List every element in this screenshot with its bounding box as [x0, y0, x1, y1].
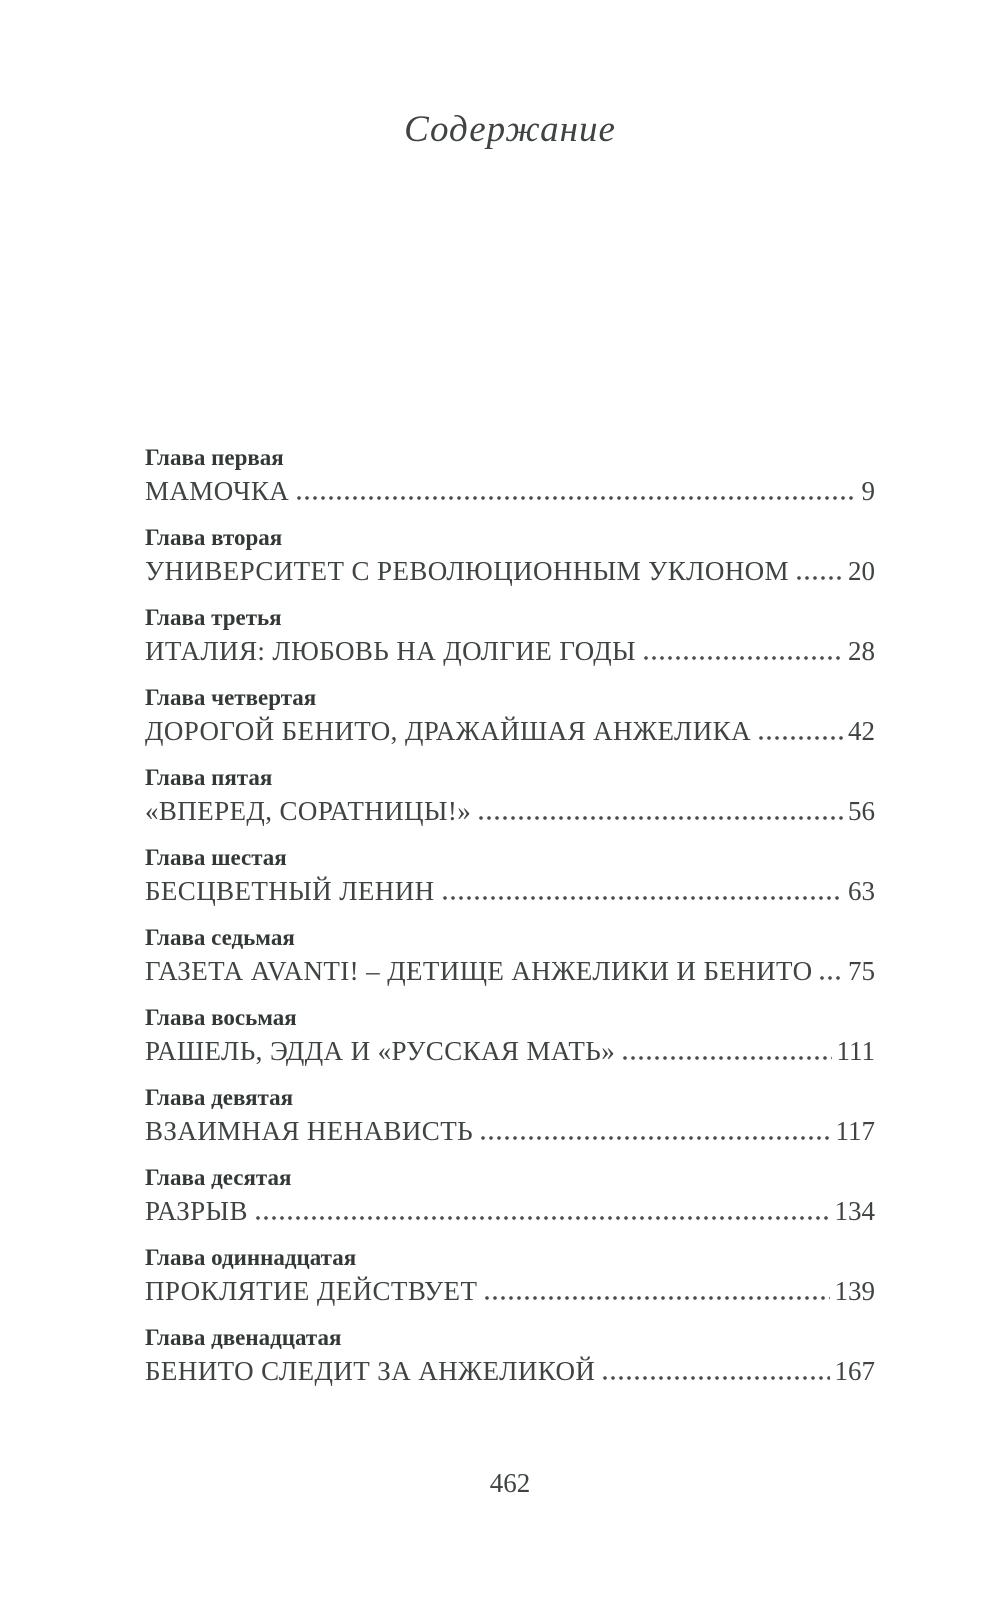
- chapter-title: ВЗАИМНАЯ НЕНАВИСТЬ: [145, 1116, 473, 1146]
- toc-entry-line: [145, 473, 875, 509]
- chapter-page-number: 139: [834, 1276, 875, 1306]
- chapter-title: БЕСЦВЕТНЫЙ ЛЕНИН: [145, 876, 435, 906]
- dot-leader: [477, 813, 843, 823]
- dot-leader: [818, 973, 843, 983]
- chapter-page-number: 117: [835, 1116, 875, 1146]
- chapter-page-number: 167: [834, 1356, 875, 1386]
- toc-entry: [145, 843, 875, 909]
- chapter-label: Глава пятая: [145, 765, 273, 790]
- toc-entry: [145, 683, 875, 749]
- chapter-label: Глава восьмая: [145, 1005, 297, 1030]
- chapter-label: Глава десятая: [145, 1165, 292, 1190]
- dot-leader: [757, 733, 843, 743]
- dot-leader: [795, 573, 843, 583]
- chapter-label: Глава четвертая: [145, 685, 317, 710]
- toc-entry: [145, 923, 875, 989]
- chapter-title: РАЗРЫВ: [145, 1196, 248, 1226]
- chapter-page-number: 28: [848, 636, 875, 666]
- chapter-page-number: 42: [848, 716, 875, 746]
- chapter-title: «ВПЕРЕД, СОРАТНИЦЫ!»: [145, 796, 472, 826]
- chapter-label: Глава одиннадцатая: [145, 1245, 357, 1270]
- toc-entry-line: [145, 633, 875, 669]
- dot-leader: [642, 653, 843, 663]
- toc-entry-line: [145, 1033, 875, 1069]
- dot-leader: [479, 1133, 831, 1143]
- chapter-title: ГАЗЕТА AVANTI! – ДЕТИЩЕ АНЖЕЛИКИ И БЕНИТО: [145, 956, 813, 986]
- toc-entry-line: [145, 713, 875, 749]
- chapter-label: Глава шестая: [145, 845, 287, 870]
- toc-entry-line: [145, 873, 875, 909]
- chapter-page-number: 111: [836, 1036, 875, 1066]
- chapter-page-number: 20: [848, 556, 875, 586]
- toc-entry-line: [145, 1273, 875, 1309]
- chapter-page-number: 56: [848, 796, 875, 826]
- chapter-title: МАМОЧКА: [145, 476, 290, 506]
- toc-entry-line: [145, 1353, 875, 1389]
- chapter-title: ИТАЛИЯ: ЛЮБОВЬ НА ДОЛГИЕ ГОДЫ: [145, 636, 636, 666]
- toc-entry: [145, 443, 875, 509]
- dot-leader: [254, 1213, 830, 1223]
- chapter-page-number: 75: [848, 956, 875, 986]
- page-number: 462: [489, 1468, 531, 1498]
- toc-entry: [145, 1003, 875, 1069]
- chapter-label: Глава седьмая: [145, 925, 295, 950]
- toc-entry: [145, 523, 875, 589]
- toc-entry-line: [145, 1193, 875, 1229]
- chapter-label: Глава вторая: [145, 525, 283, 550]
- chapter-label: Глава первая: [145, 445, 284, 470]
- toc-entry-line: [145, 553, 875, 589]
- toc-entry-line: [145, 1113, 875, 1149]
- toc-entry: [145, 603, 875, 669]
- chapter-title: РАШЕЛЬ, ЭДДА И «РУССКАЯ МАТЬ»: [145, 1036, 616, 1066]
- toc-entry: [145, 763, 875, 829]
- dot-leader: [441, 893, 844, 903]
- chapter-label: Глава девятая: [145, 1085, 294, 1110]
- chapter-title: УНИВЕРСИТЕТ С РЕВОЛЮЦИОННЫМ УКЛОНОМ: [145, 556, 789, 586]
- chapter-title: БЕНИТО СЛЕДИТ ЗА АНЖЕЛИКОЙ: [145, 1356, 596, 1386]
- toc-entry: [145, 1243, 875, 1309]
- toc-entry-line: [145, 953, 875, 989]
- chapter-page-number: 134: [834, 1196, 875, 1226]
- chapter-page-number: 9: [861, 476, 875, 506]
- chapter-label: Глава двенадцатая: [145, 1325, 342, 1350]
- page-title: Содержание: [404, 109, 616, 150]
- toc-entry: [145, 1083, 875, 1149]
- dot-leader: [295, 493, 856, 503]
- chapter-page-number: 63: [848, 876, 875, 906]
- chapter-label: Глава третья: [145, 605, 282, 630]
- dot-leader: [621, 1053, 831, 1063]
- table-of-contents: [145, 443, 875, 1403]
- chapter-title: ДОРОГОЙ БЕНИТО, ДРАЖАЙШАЯ АНЖЕЛИКА: [145, 716, 751, 746]
- toc-entry-line: [145, 793, 875, 829]
- dot-leader: [601, 1373, 829, 1383]
- toc-entry: [145, 1163, 875, 1229]
- dot-leader: [483, 1293, 829, 1303]
- chapter-title: ПРОКЛЯТИЕ ДЕЙСТВУЕТ: [145, 1276, 478, 1306]
- toc-entry: [145, 1323, 875, 1389]
